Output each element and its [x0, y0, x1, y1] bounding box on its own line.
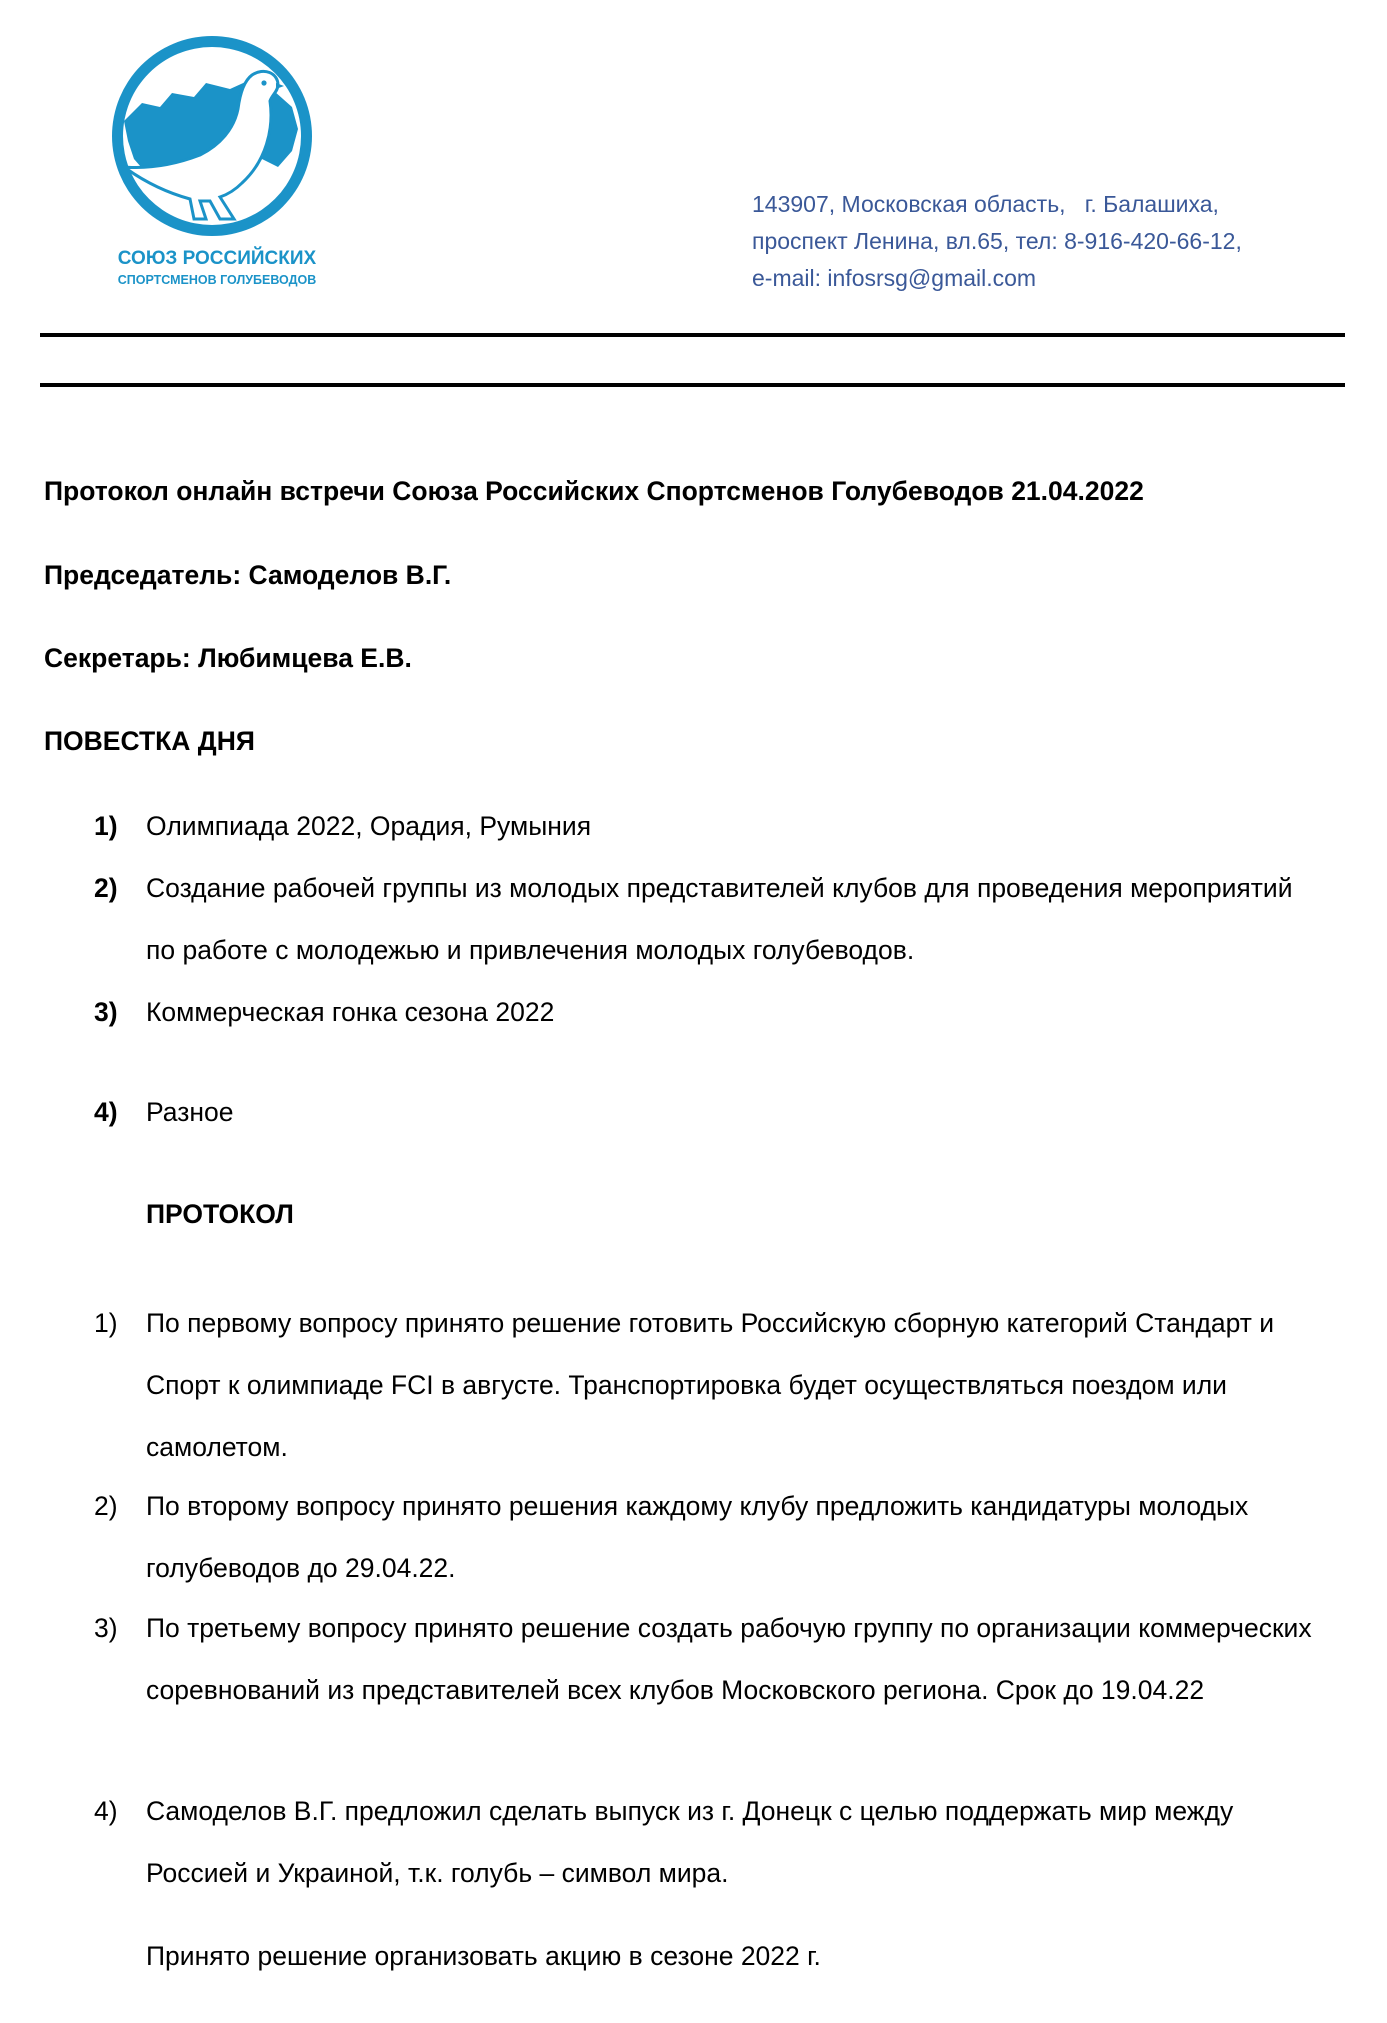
header-divider — [40, 383, 1345, 387]
list-number: 3) — [94, 997, 118, 1027]
address-line: 143907, Московская область, г. Балашиха, — [752, 191, 1219, 217]
list-text: Самоделов В.Г. предложил сделать выпуск из г. Донецк с целью поддержать мир между Россией и Украиной, т.к. голубь – символ мира. — [146, 1796, 1234, 1888]
list-text: Олимпиада 2022, Орадия, Румыния — [146, 811, 592, 841]
list-number: 2) — [94, 1491, 118, 1521]
contact-address — [752, 186, 1242, 297]
list-text: Коммерческая гонка сезона 2022 — [146, 997, 555, 1027]
list-number: 1) — [94, 1308, 118, 1338]
protocol-heading: ПРОТОКОЛ — [146, 1199, 294, 1229]
secretary-line: Секретарь: Любимцева Е.В. — [44, 643, 412, 673]
list-text: Создание рабочей группы из молодых представителей клубов для проведения мероприятий по работе с молодежью и привлечения молодых голубеводов. — [146, 873, 1293, 965]
list-number: 3) — [94, 1613, 118, 1643]
list-number: 1) — [94, 811, 118, 841]
logo-subtitle: СПОРТСМЕНОВ ГОЛУБЕВОДОВ — [117, 273, 317, 287]
list-text: По первому вопросу принято решение готовить Российскую сборную категорий Стандарт и Спорт к олимпиаде FCI в августе. Транспортировка будет осуществляться поездом или самолетом. — [146, 1308, 1275, 1462]
organization-logo — [102, 33, 332, 301]
list-text: По третьему вопросу принято решение создать рабочую группу по организации коммерческих соревнований из представителей всех клубов Московского региона. Срок до 19.04.22 — [146, 1613, 1312, 1705]
list-text: Разное — [146, 1097, 234, 1127]
logo-title: СОЮЗ РОССИЙСКИХ — [117, 248, 317, 269]
dove-map-icon — [102, 33, 332, 243]
list-number: 4) — [94, 1097, 118, 1127]
agenda-heading: ПОВЕСТКА ДНЯ — [44, 726, 255, 756]
decision-line: Принято решение организовать акцию в сезоне 2022 г. — [146, 1941, 821, 1971]
list-number: 2) — [94, 873, 118, 903]
list-number: 4) — [94, 1796, 118, 1826]
document-title: Протокол онлайн встречи Союза Российских Спортсменов Голубеводов 21.04.2022 — [44, 476, 1144, 506]
address-line: проспект Ленина, вл.65, тел: 8-916-420-66-12, — [752, 228, 1242, 254]
header-divider — [40, 333, 1345, 337]
chairman-line: Председатель: Самоделов В.Г. — [44, 560, 452, 590]
email-line[interactable]: e-mail: infosrsg@gmail.com — [752, 265, 1037, 291]
list-text: По второму вопросу принято решения каждому клубу предложить кандидатуры молодых голубеводов до 29.04.22. — [146, 1491, 1249, 1583]
